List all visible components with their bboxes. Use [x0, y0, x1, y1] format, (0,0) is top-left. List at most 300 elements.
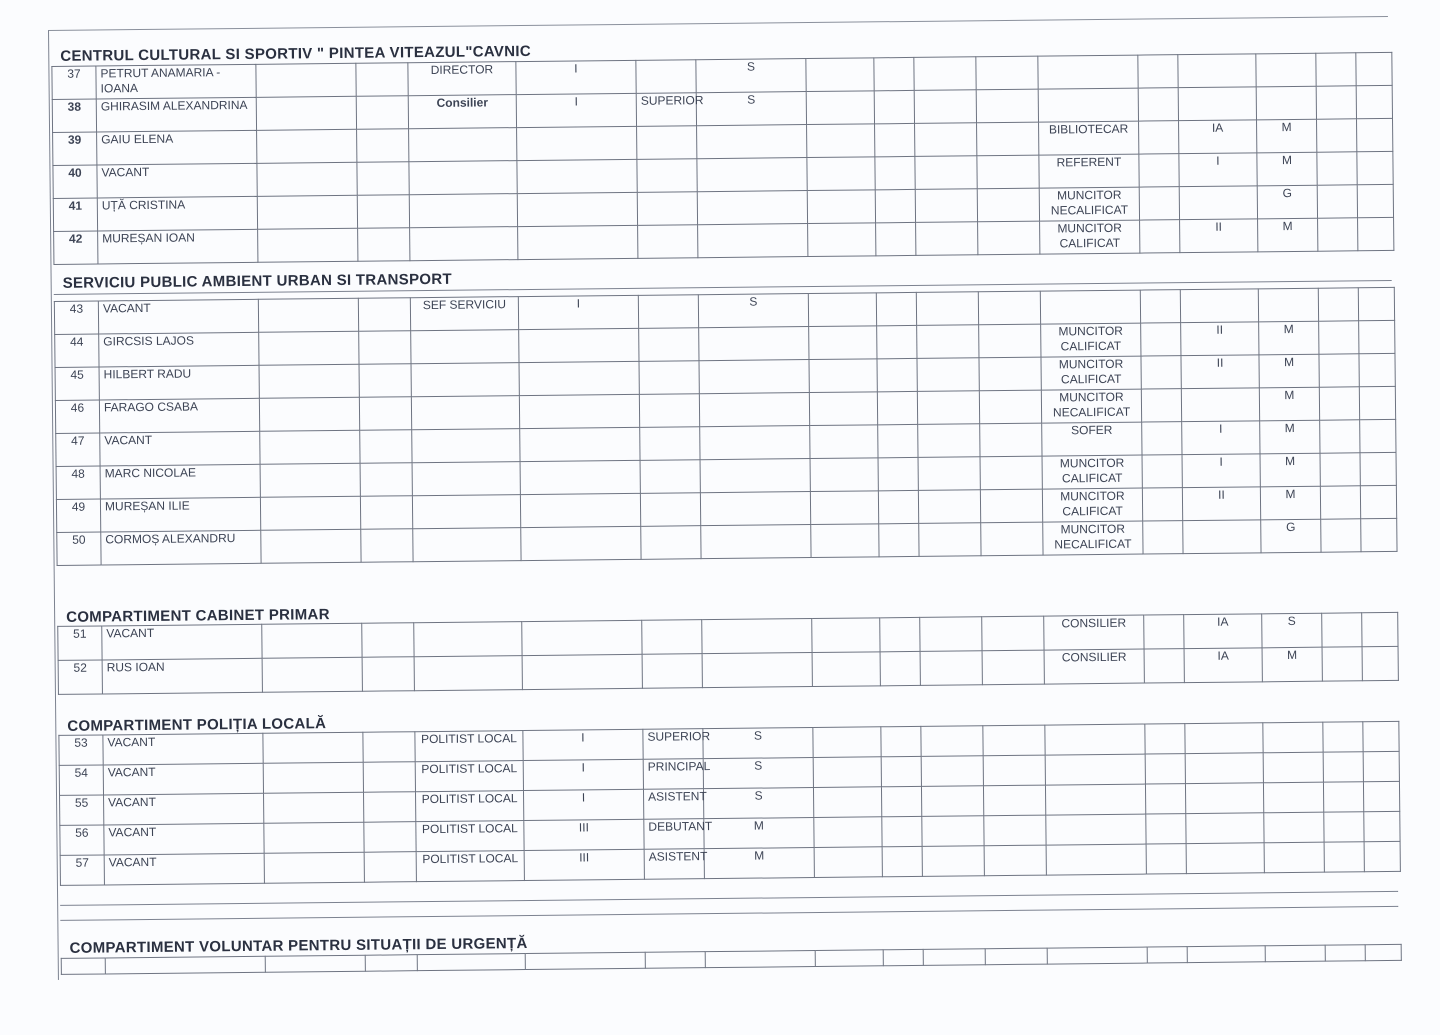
cell-studii: S [703, 758, 813, 789]
table-cell [1145, 784, 1185, 814]
table-cell [921, 786, 983, 817]
cell-treapta [1180, 289, 1258, 323]
table-cell [264, 792, 364, 823]
table-cell [915, 156, 977, 190]
table-cell [1144, 649, 1184, 683]
staff-table [57, 612, 1399, 695]
cell-grad [637, 192, 697, 226]
cell-functie [411, 330, 519, 364]
cell-treapta [1178, 54, 1256, 88]
cell-cls: I [518, 295, 638, 329]
table-cell [880, 617, 920, 651]
section-title: COMPARTIMENT CABINET PRIMAR [66, 606, 330, 626]
table-cell [1138, 88, 1178, 121]
cell-name: VACANT [104, 823, 264, 855]
cell-grad [640, 493, 700, 527]
cell-nr: 57 [60, 855, 104, 885]
cell-nr: 45 [55, 367, 99, 400]
cell-functie: POLITIST LOCAL [415, 791, 523, 822]
cell-cls: III [524, 819, 644, 850]
table-cell [978, 291, 1040, 325]
table-cell [358, 298, 410, 332]
table-cell [916, 222, 978, 256]
cell-profesie [1040, 290, 1140, 324]
table-cell [363, 792, 415, 823]
table-cell [876, 222, 916, 255]
cell-profesie: MUNCITOR CALIFICAT [1042, 488, 1142, 522]
table-cell [1319, 387, 1359, 420]
table-cell [878, 490, 918, 523]
cell-profesie [1045, 724, 1145, 755]
cell-functie [410, 227, 518, 261]
cell-studii: M [704, 818, 814, 849]
table-cell [809, 392, 877, 426]
table-cell [982, 616, 1044, 651]
table-cell [1142, 455, 1182, 488]
cell-grad [637, 126, 697, 160]
cell-cls [517, 192, 637, 226]
table-cell [264, 822, 364, 853]
cell-grad [640, 427, 700, 461]
table-cell [1362, 612, 1398, 646]
cell-functie: POLITIST LOCAL [416, 851, 524, 882]
cell-studii2: M [1257, 152, 1317, 186]
cell-grad [639, 328, 699, 362]
cell-treapta: II [1180, 219, 1258, 253]
cell-profesie [1045, 784, 1145, 815]
table-cell [1321, 519, 1361, 552]
table-cell [1325, 945, 1365, 961]
table-cell [809, 326, 877, 360]
cell-grad: PRINCIPAL [643, 759, 703, 790]
cell-cls [519, 328, 639, 362]
cell-nr: 43 [54, 301, 98, 334]
table-cell [983, 725, 1045, 756]
cell-studii2: M [1258, 218, 1318, 252]
table-cell [1143, 521, 1183, 554]
table-cell [1141, 389, 1181, 422]
section-title: SERVICIU PUBLIC AMBIENT URBAN SI TRANSPORT [62, 270, 453, 292]
cell-nr: 42 [54, 231, 98, 264]
cell-studii2: S [1262, 613, 1322, 648]
table-cell [882, 846, 922, 876]
table-cell [260, 430, 360, 464]
cell-profesie: REFERENT [1039, 154, 1139, 188]
cell-functie [414, 656, 522, 691]
cell-studii [700, 426, 810, 460]
cell-grad [642, 620, 702, 655]
table-cell [983, 785, 1045, 816]
cell-name: VACANT [104, 853, 264, 885]
cell-profesie: MUNCITOR CALIFICAT [1041, 323, 1141, 357]
staff-table [58, 721, 1401, 886]
cell-treapta: I [1182, 421, 1260, 455]
table-cell [259, 397, 359, 431]
table-cell [365, 955, 417, 972]
cell-grad [636, 60, 696, 94]
table-cell [815, 950, 883, 967]
table-cell [979, 324, 1041, 358]
staff-table [51, 52, 1394, 265]
table-cell [922, 816, 984, 847]
cell-functie [409, 194, 517, 228]
cell-treapta: I [1179, 153, 1257, 187]
table-cell [257, 162, 357, 196]
table-cell [880, 651, 920, 685]
cell-studii: S [703, 788, 813, 819]
cell-treapta: IA [1179, 120, 1257, 154]
table-cell [977, 155, 1039, 189]
table-cell [878, 457, 918, 490]
cell-profesie [1038, 88, 1138, 122]
table-cell [1142, 488, 1182, 521]
table-cell [1356, 85, 1392, 118]
section-title: CENTRUL CULTURAL SI SPORTIV " PINTEA VITEAZUL"CAVNIC [60, 42, 532, 65]
table-cell [1323, 722, 1363, 752]
table-cell [357, 195, 409, 229]
table-cell [1318, 288, 1358, 321]
cell-nr: 49 [56, 499, 100, 532]
table-cell [883, 949, 923, 965]
cell-treapta: II [1182, 487, 1260, 521]
cell-nr: 40 [53, 165, 97, 198]
cell-studii2: M [1260, 486, 1320, 520]
cell-nr: 55 [60, 795, 104, 825]
table-cell [1317, 185, 1357, 218]
table-cell [982, 650, 1044, 685]
cell-grad: SUPERIOR [643, 729, 703, 760]
cell-studii [697, 191, 807, 225]
cell-name: VACANT [100, 431, 260, 466]
cell-studii2: G [1261, 519, 1321, 553]
table-cell [979, 357, 1041, 391]
cell-profesie [1046, 814, 1146, 845]
cell-profesie: MUNCITOR CALIFICAT [1041, 356, 1141, 390]
table-cell [984, 815, 1046, 846]
table-cell [360, 430, 412, 464]
table-cell [105, 956, 265, 974]
cell-name: RUS IOAN [102, 658, 262, 694]
table-cell [809, 359, 877, 393]
cell-name: MUREȘAN ILIE [100, 497, 260, 532]
cell-cls [519, 394, 639, 428]
table-cell [807, 124, 875, 158]
table-cell [360, 463, 412, 497]
table-cell [61, 958, 105, 974]
cell-cls [518, 225, 638, 259]
table-cell [1265, 945, 1325, 962]
cell-treapta [1178, 87, 1256, 121]
cell-profesie: MUNCITOR NECALIFICAT [1041, 389, 1141, 423]
cell-profesie: SOFER [1042, 422, 1142, 456]
table-cell [978, 221, 1040, 255]
cell-cls [521, 526, 641, 560]
table-cell [417, 954, 525, 971]
table-cell [263, 732, 363, 763]
cell-cls [517, 126, 637, 160]
cell-name: VACANT [97, 163, 257, 198]
table-cell [985, 948, 1047, 965]
table-cell [921, 726, 983, 757]
cell-studii [700, 492, 810, 526]
cell-studii2 [1263, 782, 1323, 813]
cell-functie [411, 363, 519, 397]
table-cell [1145, 724, 1185, 754]
table-cell [1139, 187, 1179, 220]
table-cell [1322, 647, 1362, 681]
cell-studii [702, 619, 812, 654]
cell-cls [520, 493, 640, 527]
cell-cls [517, 159, 637, 193]
table-cell [263, 762, 363, 793]
cell-profesie: MUNCITOR NECALIFICAT [1039, 187, 1139, 221]
cell-studii2 [1256, 53, 1316, 87]
cell-name: GAIU ELENA [97, 130, 257, 165]
cell-name: VACANT [103, 733, 263, 765]
cell-profesie: BIBLIOTECAR [1039, 121, 1139, 155]
cell-treapta [1186, 813, 1264, 844]
table-cell [1365, 944, 1401, 960]
table-cell [359, 364, 411, 398]
table-cell [807, 190, 875, 224]
cell-studii: S [703, 728, 813, 759]
cell-nr: 46 [55, 400, 99, 433]
table-cell [256, 63, 356, 97]
cell-cls [522, 654, 642, 689]
cell-name: FARAGO CSABA [99, 398, 259, 433]
cell-nr: 50 [57, 532, 101, 565]
cell-functie [412, 495, 520, 529]
cell-studii2 [1263, 722, 1323, 753]
cell-studii2 [1256, 86, 1316, 120]
cell-treapta: IA [1184, 614, 1262, 649]
table-cell [1324, 812, 1364, 842]
table-cell [915, 189, 977, 223]
cell-treapta [1185, 783, 1263, 814]
table-cell [1357, 184, 1393, 217]
cell-functie [412, 429, 520, 463]
cell-functie [409, 128, 517, 162]
cell-functie: POLITIST LOCAL [416, 821, 524, 852]
cell-profesie: MUNCITOR NECALIFICAT [1043, 521, 1143, 555]
table-cell [810, 491, 878, 525]
table-cell [1140, 220, 1180, 253]
table-cell [874, 90, 914, 123]
cell-cls: I [523, 759, 643, 790]
cell-nr: 51 [58, 626, 102, 660]
cell-nr: 54 [59, 765, 103, 795]
table-cell [810, 425, 878, 459]
table-cell [258, 298, 358, 332]
table-cell [875, 189, 915, 222]
cell-studii [700, 459, 810, 493]
cell-functie: SEF SERVICIU [410, 297, 518, 331]
cell-nr: 48 [56, 466, 100, 499]
table-cell [920, 617, 982, 652]
table-cell [1139, 121, 1179, 154]
table-cell [1319, 321, 1359, 354]
table-cell [918, 424, 980, 458]
table-cell [1323, 782, 1363, 812]
table-cell [877, 358, 917, 391]
table-cell [1316, 53, 1356, 86]
cell-studii2: M [1260, 453, 1320, 487]
cell-studii2 [1258, 288, 1318, 322]
cell-name: VACANT [103, 763, 263, 795]
cell-functie: DIRECTOR [408, 62, 516, 96]
cell-nr: 44 [55, 334, 99, 367]
cell-studii2: M [1259, 321, 1319, 355]
table-cell [812, 618, 880, 653]
cell-treapta [1183, 520, 1261, 554]
section-title: COMPARTIMENT VOLUNTAR PENTRU SITUAȚII DE URGENȚĂ [69, 935, 528, 957]
table-cell [876, 292, 916, 325]
table-cell [1146, 844, 1186, 874]
table-cell [1318, 218, 1358, 251]
table-cell [363, 762, 415, 793]
table-cell [1363, 721, 1399, 751]
table-cell [362, 657, 414, 692]
cell-functie [414, 622, 522, 657]
cell-grad: ASISTENT [644, 849, 704, 880]
table-cell [917, 391, 979, 425]
table-cell [813, 727, 881, 758]
cell-studii2: M [1260, 420, 1320, 454]
table-cell [1357, 151, 1393, 184]
table-cell [981, 522, 1043, 556]
table-cell [257, 195, 357, 229]
table-cell [358, 228, 410, 262]
table-cell [1319, 354, 1359, 387]
table-cell [1360, 485, 1396, 518]
cell-nr: 41 [53, 198, 97, 231]
table-cell [1139, 154, 1179, 187]
cell-grad [642, 654, 702, 689]
table-cell [1359, 386, 1395, 419]
table-cell [256, 96, 356, 130]
cell-name: MARC NICOLAE [100, 464, 260, 499]
table-cell [806, 58, 874, 92]
table-cell [814, 817, 882, 848]
cell-name: VACANT [102, 624, 262, 660]
table-cell [813, 787, 881, 818]
table-cell [1320, 420, 1360, 453]
table-cell [1141, 356, 1181, 389]
table-cell [980, 423, 1042, 457]
cell-profesie: CONSILIER [1044, 649, 1144, 684]
cell-name: MUREȘAN IOAN [98, 229, 258, 264]
table-cell [361, 529, 413, 563]
cell-cls: I [516, 93, 636, 127]
cell-functie [412, 462, 520, 496]
table-cell [1364, 841, 1400, 871]
table-cell [1322, 613, 1362, 647]
cell-cls: III [524, 849, 644, 880]
cell-nr: 52 [58, 660, 102, 694]
table-cell [1320, 486, 1360, 519]
table-cell [257, 129, 357, 163]
table-cell [921, 756, 983, 787]
cell-grad [638, 225, 698, 259]
cell-studii2 [1264, 842, 1324, 873]
cell-studii2: G [1257, 185, 1317, 219]
cell-grad: SUPERIOR [636, 93, 696, 127]
table-cell [814, 847, 882, 878]
cell-name: GIRCSIS LAJOS [99, 332, 259, 367]
cell-functie: Consilier [408, 95, 516, 129]
cell-profesie [1045, 754, 1145, 785]
table-cell [259, 331, 359, 365]
cell-nr: 56 [60, 825, 104, 855]
table-cell [359, 331, 411, 365]
table-cell [1362, 646, 1398, 680]
cell-studii [699, 360, 809, 394]
cell-name: VACANT [104, 793, 264, 825]
table-cell [980, 489, 1042, 523]
table-cell [359, 397, 411, 431]
table-cell [1357, 118, 1393, 151]
cell-treapta [1179, 186, 1257, 220]
table-cell [1142, 422, 1182, 455]
table-cell [882, 816, 922, 846]
table-cell [917, 325, 979, 359]
cell-treapta: II [1181, 355, 1259, 389]
table-cell [259, 364, 359, 398]
cell-nr: 38 [52, 99, 96, 132]
cell-studii [698, 224, 808, 258]
table-cell [264, 852, 364, 883]
table-cell [357, 162, 409, 196]
table-cell [1360, 452, 1396, 485]
cell-studii [697, 125, 807, 159]
section-title: COMPARTIMENT POLIȚIA LOCALĂ [67, 715, 327, 735]
table-cell [1138, 55, 1178, 88]
table-cell [705, 951, 815, 968]
cell-treapta: II [1181, 322, 1259, 356]
table-cell [977, 188, 1039, 222]
table-cell [807, 157, 875, 191]
cell-studii2: M [1259, 387, 1319, 421]
cell-nr: 53 [59, 735, 103, 765]
table-cell [260, 496, 360, 530]
table-cell [878, 424, 918, 457]
table-cell [1187, 946, 1265, 963]
table-cell [262, 657, 362, 692]
cell-name: HILBERT RADU [99, 365, 259, 400]
cell-profesie [1046, 844, 1146, 875]
cell-grad [637, 159, 697, 193]
cell-functie: POLITIST LOCAL [415, 761, 523, 792]
cell-grad [639, 394, 699, 428]
table-cell [877, 391, 917, 424]
cell-grad [641, 526, 701, 560]
document-sheet [48, 16, 1398, 980]
table-cell [1316, 86, 1356, 119]
table-cell [920, 651, 982, 686]
cell-grad: ASISTENT [643, 789, 703, 820]
cell-nr: 37 [52, 66, 96, 99]
table-cell [976, 89, 1038, 123]
table-cell [1317, 152, 1357, 185]
cell-functie [409, 161, 517, 195]
cell-treapta: IA [1184, 648, 1262, 683]
cell-studii2 [1264, 812, 1324, 843]
cell-functie [411, 396, 519, 430]
table-cell [875, 123, 915, 156]
table-cell [1320, 453, 1360, 486]
cell-cls: I [516, 60, 636, 94]
cell-functie [413, 528, 521, 562]
